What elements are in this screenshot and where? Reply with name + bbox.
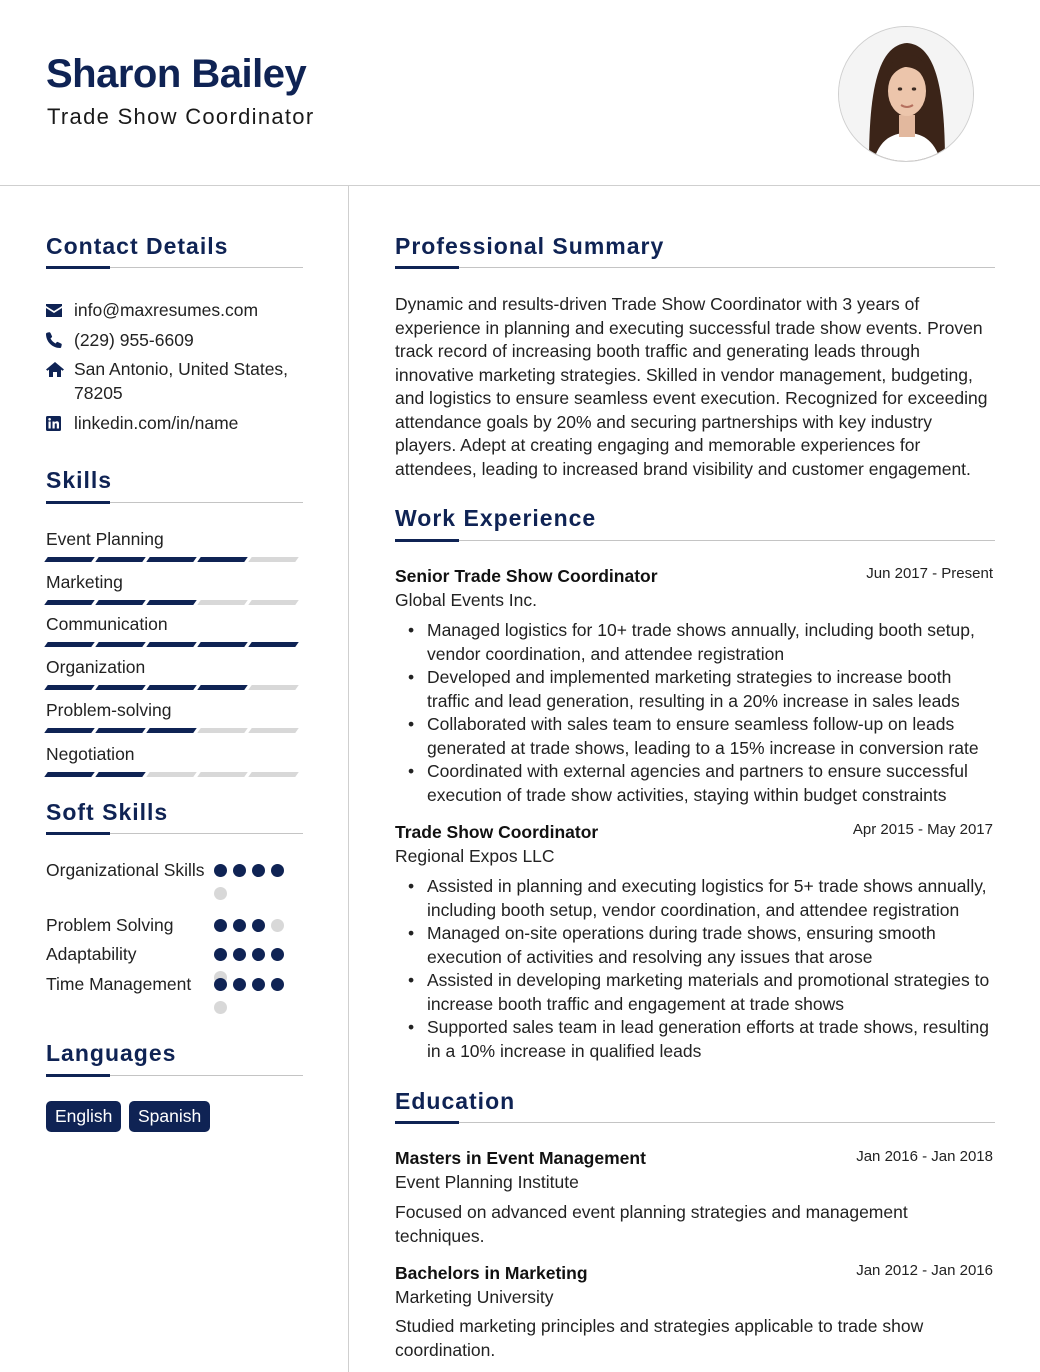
soft-skill-rating [214,919,290,932]
soft-skill-rating [214,864,290,900]
experience-heading: Work Experience [395,505,597,531]
languages-rule [46,1075,303,1076]
linkedin-text[interactable]: linkedin.com/in/name [74,413,239,433]
skill-segment-filled [95,600,146,605]
address-line2: 78205 [74,383,123,403]
skill-segment-filled [95,685,146,690]
skill-segment-filled [44,642,95,647]
skill-level-bar [46,728,297,733]
skill-segment-filled [248,642,299,647]
education-degree: Masters in Event Management [395,1148,646,1168]
skill-label: Organization [46,657,146,677]
skill-segment-filled [197,642,248,647]
address-text [74,357,288,405]
skill-segment-empty [197,728,248,733]
education-description: Studied marketing principles and strategies applicable to trade show coordination. [395,1316,924,1360]
column-divider [348,186,349,1372]
address-line1: San Antonio, United States, [74,359,289,379]
education-description: Focused on advanced event planning strategies and management techniques. [395,1202,908,1246]
job-bullets [427,619,997,807]
skill-segment-filled [146,557,197,562]
skills-rule [46,502,303,503]
skill-label: Marketing [46,572,123,592]
rating-dot-filled [252,919,265,932]
skills-heading: Skills [46,467,113,493]
job-role: Senior Trade Show Coordinator [395,566,658,586]
skill-segment-empty [248,772,299,777]
rating-dot-filled [271,864,284,877]
rating-dot-filled [233,948,246,961]
education-dates: Jan 2012 - Jan 2016 [856,1262,993,1279]
summary-heading: Professional Summary [395,233,665,259]
skill-segment-filled [146,600,197,605]
rating-dot-filled [271,978,284,991]
soft-skill-label: Time Management [46,974,192,994]
skill-segment-filled [95,557,146,562]
profile-photo-illustration [839,27,974,162]
skill-segment-filled [95,728,146,733]
skill-segment-empty [248,685,299,690]
job-role: Trade Show Coordinator [395,822,599,842]
skill-segment-filled [197,685,248,690]
job-bullet: • Managed logistics for 10+ trade shows annually, including booth setup, vendor coordination, and attendee registration [427,619,997,666]
education-school: Event Planning Institute [395,1172,579,1192]
rating-dot-filled [271,948,284,961]
rating-dot-empty [214,1001,227,1014]
skill-segment-filled [95,772,146,777]
contact-email [46,298,258,322]
job-bullet: • Managed on-site operations during trade shows, ensuring smooth execution of activities and resolving any issues that arose [427,922,997,969]
contact-rule [46,267,303,268]
job-bullet: • Coordinated with external agencies and partners to ensure successful execution of trade show activities, staying within budget constraints [427,760,997,807]
job-bullet: • Supported sales team in lead generation efforts at trade shows, resulting in a 10% increase in qualified leads [427,1016,997,1063]
rating-dot-filled [252,948,265,961]
skill-segment-empty [248,557,299,562]
skill-label: Event Planning [46,529,164,549]
skill-segment-filled [44,685,95,690]
soft-skill-label: Adaptability [46,944,137,964]
rating-dot-filled [252,978,265,991]
rating-dot-filled [214,864,227,877]
skill-segment-empty [146,772,197,777]
skill-segment-filled [146,685,197,690]
skill-segment-filled [146,728,197,733]
language-pill: Spanish [129,1101,210,1132]
soft-skill-label: Problem Solving [46,915,174,935]
rating-dot-empty [271,919,284,932]
skill-level-bar [46,772,297,777]
skill-segment-filled [44,772,95,777]
job-dates: Apr 2015 - May 2017 [852,821,993,838]
job-dates: Jun 2017 - Present [866,565,993,582]
soft-skill-label: Organizational Skills [46,860,205,880]
education-rule [395,1122,995,1123]
rating-dot-empty [214,887,227,900]
email-text[interactable]: info@maxresumes.com [74,300,259,320]
job-bullet: • Assisted in developing marketing materials and promotional strategies to increase booth traffic and engagement at trade shows [427,969,997,1016]
skill-segment-filled [44,557,95,562]
candidate-title: Trade Show Coordinator [47,104,315,129]
rating-dot-filled [214,948,227,961]
candidate-name: Sharon Bailey [46,52,307,96]
skill-segment-empty [248,600,299,605]
summary-rule [395,267,995,268]
summary-text: Dynamic and results-driven Trade Show Coordinator with 3 years of experience in planning and executing successful trade show events. Proven track record of increasing booth traffic and generating leads through innovative marketing strategies. Skilled in vendor management, budgeting, and logistics to ensure seamless event execution. Recognized for exceeding attendance goals by 20% and securing partnerships with key industry players. Adept at creating engaging and memorable experiences for attendees, leading to increased brand visibility and customer engagement. [395,294,988,479]
experience-rule [395,540,995,541]
skill-segment-empty [197,772,248,777]
skill-segment-filled [44,728,95,733]
rating-dot-filled [233,864,246,877]
rating-dot-filled [214,978,227,991]
soft-skills-rule [46,833,303,834]
job-bullet: • Assisted in planning and executing logistics for 5+ trade shows annually, including booth setup, vendor coordination, and attendee registration [427,875,997,922]
resume-header [0,0,1040,186]
job-company: Regional Expos LLC [395,846,555,866]
skill-segment-empty [248,728,299,733]
job-bullet: • Developed and implemented marketing strategies to increase booth traffic and lead generation, resulting in a 20% increase in sales leads [427,666,997,713]
job-bullets [427,875,997,1063]
phone-icon [46,328,74,352]
skill-label: Negotiation [46,744,135,764]
languages-heading: Languages [46,1040,177,1066]
skill-level-bar [46,642,297,647]
education-heading: Education [395,1088,516,1114]
education-dates: Jan 2016 - Jan 2018 [856,1148,993,1165]
contact-phone [46,328,194,352]
rating-dot-filled [252,864,265,877]
language-pill: English [46,1101,121,1132]
home-icon [46,357,74,381]
skill-label: Problem-solving [46,700,172,720]
skill-level-bar [46,600,297,605]
linkedin-icon [46,411,74,435]
rating-dot-filled [233,978,246,991]
skill-segment-filled [44,600,95,605]
phone-text[interactable]: (229) 955-6609 [74,330,194,350]
skill-level-bar [46,685,297,690]
job-company: Global Events Inc. [395,590,538,610]
job-bullet: • Collaborated with sales team to ensure seamless follow-up on leads generated at trade shows, leading to a 15% increase in conversion rate [427,713,997,760]
soft-skill-rating [214,978,290,1014]
envelope-icon [46,298,74,322]
education-school: Marketing University [395,1287,554,1307]
rating-dot-filled [214,919,227,932]
contact-address [46,357,288,405]
skill-segment-empty [197,600,248,605]
skill-segment-filled [146,642,197,647]
education-degree: Bachelors in Marketing [395,1263,588,1283]
contact-heading: Contact Details [46,233,229,259]
skill-label: Communication [46,614,168,634]
skill-segment-filled [95,642,146,647]
profile-photo [838,26,974,162]
skill-segment-filled [197,557,248,562]
contact-linkedin [46,411,238,435]
skill-level-bar [46,557,297,562]
rating-dot-filled [233,919,246,932]
soft-skills-heading: Soft Skills [46,799,169,825]
